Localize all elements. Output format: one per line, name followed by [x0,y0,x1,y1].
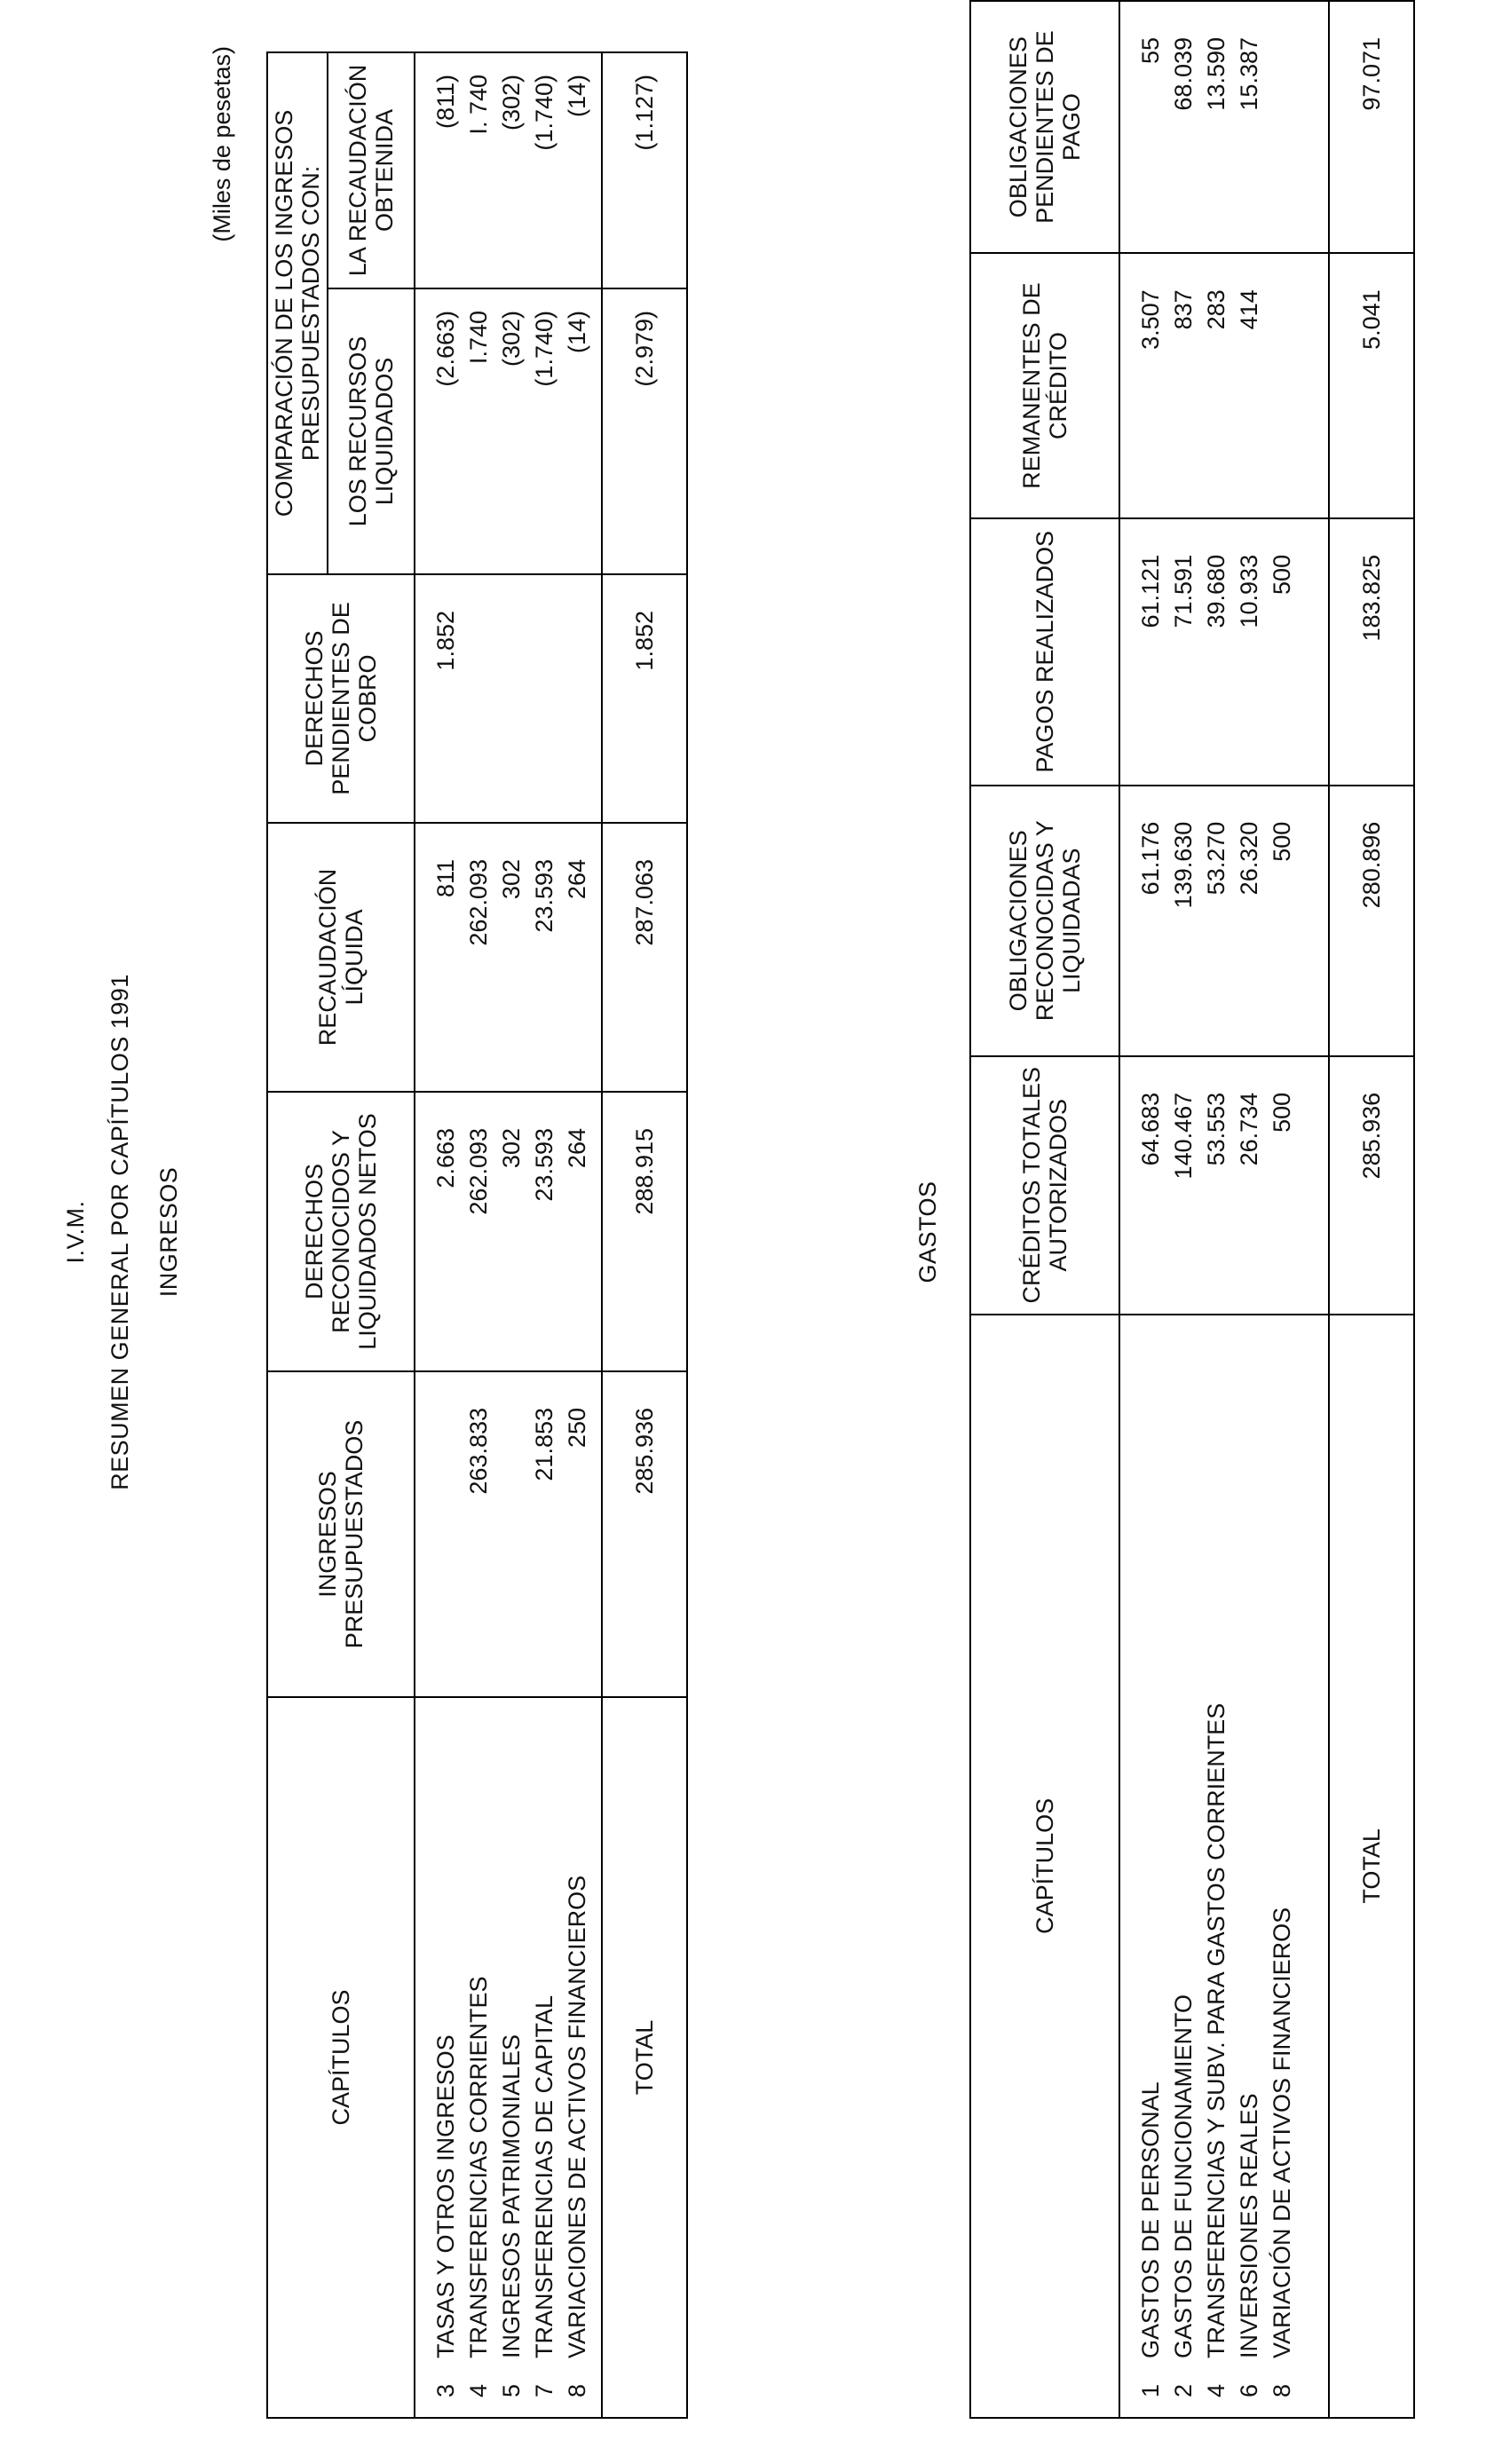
header-obtenida: LA RECAUDACIÓN OBTENIDA [328,52,415,288]
gastos-total-label: TOTAL [1329,1315,1414,2418]
gastos-header-pendientes: OBLIGACIONES PENDIENTES DE PAGO [970,1,1119,253]
header-capitulos: CAPÍTULOS [267,1697,415,2418]
ingresos-derechos-cell: 2.663 262.093 302 23.593 264 [415,1092,602,1371]
gastos-creditos-cell: 64.683 140.467 53.553 26.734 500 [1119,1056,1329,1315]
table-row: 8VARIACIÓN DE ACTIVOS FINANCIEROS [1269,1907,1295,2397]
table-row: 4TRANSFERENCIAS Y SUBV. PARA GASTOS CORRIENTES [1203,1702,1229,2397]
ingresos-total-label: TOTAL [602,1697,687,2418]
table-row: 8VARIACIONES DE ACTIVOS FINANCIEROS [564,1875,590,2397]
ingresos-total-presupuestados: 285.936 [602,1371,687,1697]
ingresos-recaudacion-cell: 811 262.093 302 23.593 264 [415,823,602,1092]
gastos-total-row [1329,1,1414,2418]
header-comparacion: COMPARACIÓN DE LOS INGRESOS PRESUPUESTADOS CON: [267,52,328,574]
ingresos-total-recaudacion: 287.063 [602,823,687,1092]
gastos-header-capitulos: CAPÍTULOS [970,1315,1119,2418]
ingresos-total-obtenida: (1.127) [602,52,687,288]
ingresos-total-recursos: (2.979) [602,288,687,574]
gastos-total-pagos: 183.825 [1329,518,1414,786]
ingresos-presupuestados-cell: 263.833 21.853 250 [415,1371,602,1697]
gastos-total-creditos: 285.936 [1329,1056,1414,1315]
gastos-remanentes-cell: 3.507 837 283 414 [1119,253,1329,518]
gastos-total-remanentes: 5.041 [1329,253,1414,518]
ingresos-total-derechos: 288.915 [602,1092,687,1371]
units-note: (Miles de pesetas) [209,46,235,242]
header-recursos: LOS RECURSOS LIQUIDADOS [328,288,415,574]
ingresos-heading: INGRESOS [155,1166,182,1298]
gastos-header-pagos: PAGOS REALIZADOS [970,518,1119,786]
table-row: 4TRANSFERENCIAS CORRIENTES [465,1976,492,2397]
gastos-obligaciones-cell: 61.176 139.630 53.270 26.320 500 [1119,786,1329,1056]
ingresos-pendientes-cell: 1.852 [415,574,602,823]
gastos-total-obligaciones: 280.896 [1329,786,1414,1056]
header-pendientes: DERECHOS PENDIENTES DE COBRO [267,574,415,823]
header-recaudacion: RECAUDACIÓN LÍQUIDA [267,823,415,1092]
ingresos-capitulos-cell [415,1697,602,2418]
gastos-pagos-cell: 61.121 71.591 39.680 10.933 500 [1119,518,1329,786]
table-row: 6INVERSIONES REALES [1236,2093,1262,2397]
report-title: RESUMEN GENERAL POR CAPÍTULOS 1991 [107,974,133,1490]
gastos-pendientes-cell: 55 68.039 13.590 15.387 [1119,1,1329,253]
header-derechos: DERECHOS RECONOCIDOS Y LIQUIDADOS NETOS [267,1092,415,1371]
gastos-header-creditos: CRÉDITOS TOTALES AUTORIZADOS [970,1056,1119,1315]
ingresos-total-pendientes: 1.852 [602,574,687,823]
gastos-total-pendientes: 97.071 [1329,1,1414,253]
table-row: 3TASAS Y OTROS INGRESOS [432,2034,459,2397]
ingresos-obtenida-cell: (811) I. 740 (302) (1.740) (14) [415,52,602,288]
gastos-header-obligaciones: OBLIGACIONES RECONOCIDAS Y LIQUIDADAS [970,786,1119,1056]
ingresos-recursos-cell: (2.663) I.740 (302) (1.740) (14) [415,288,602,574]
ingresos-table [266,51,688,2419]
org-title: I.V.M. [62,1200,89,1264]
gastos-header-remanentes: REMANENTES DE CRÉDITO [970,253,1119,518]
table-row: 5INGRESOS PATRIMONIALES [498,2034,525,2397]
gastos-capitulos-cell [1119,1315,1329,2418]
gastos-heading: GASTOS [914,1181,941,1283]
table-row: 2GASTOS DE FUNCIONAMIENTO [1170,1994,1197,2397]
gastos-table [969,0,1415,2419]
table-row: 1GASTOS DE PERSONAL [1137,2081,1164,2397]
header-presupuestados: INGRESOS PRESUPUESTADOS [267,1371,415,1697]
ingresos-total-row [602,52,687,2418]
table-row: 7TRANSFERENCIAS DE CAPITAL [531,1994,557,2397]
